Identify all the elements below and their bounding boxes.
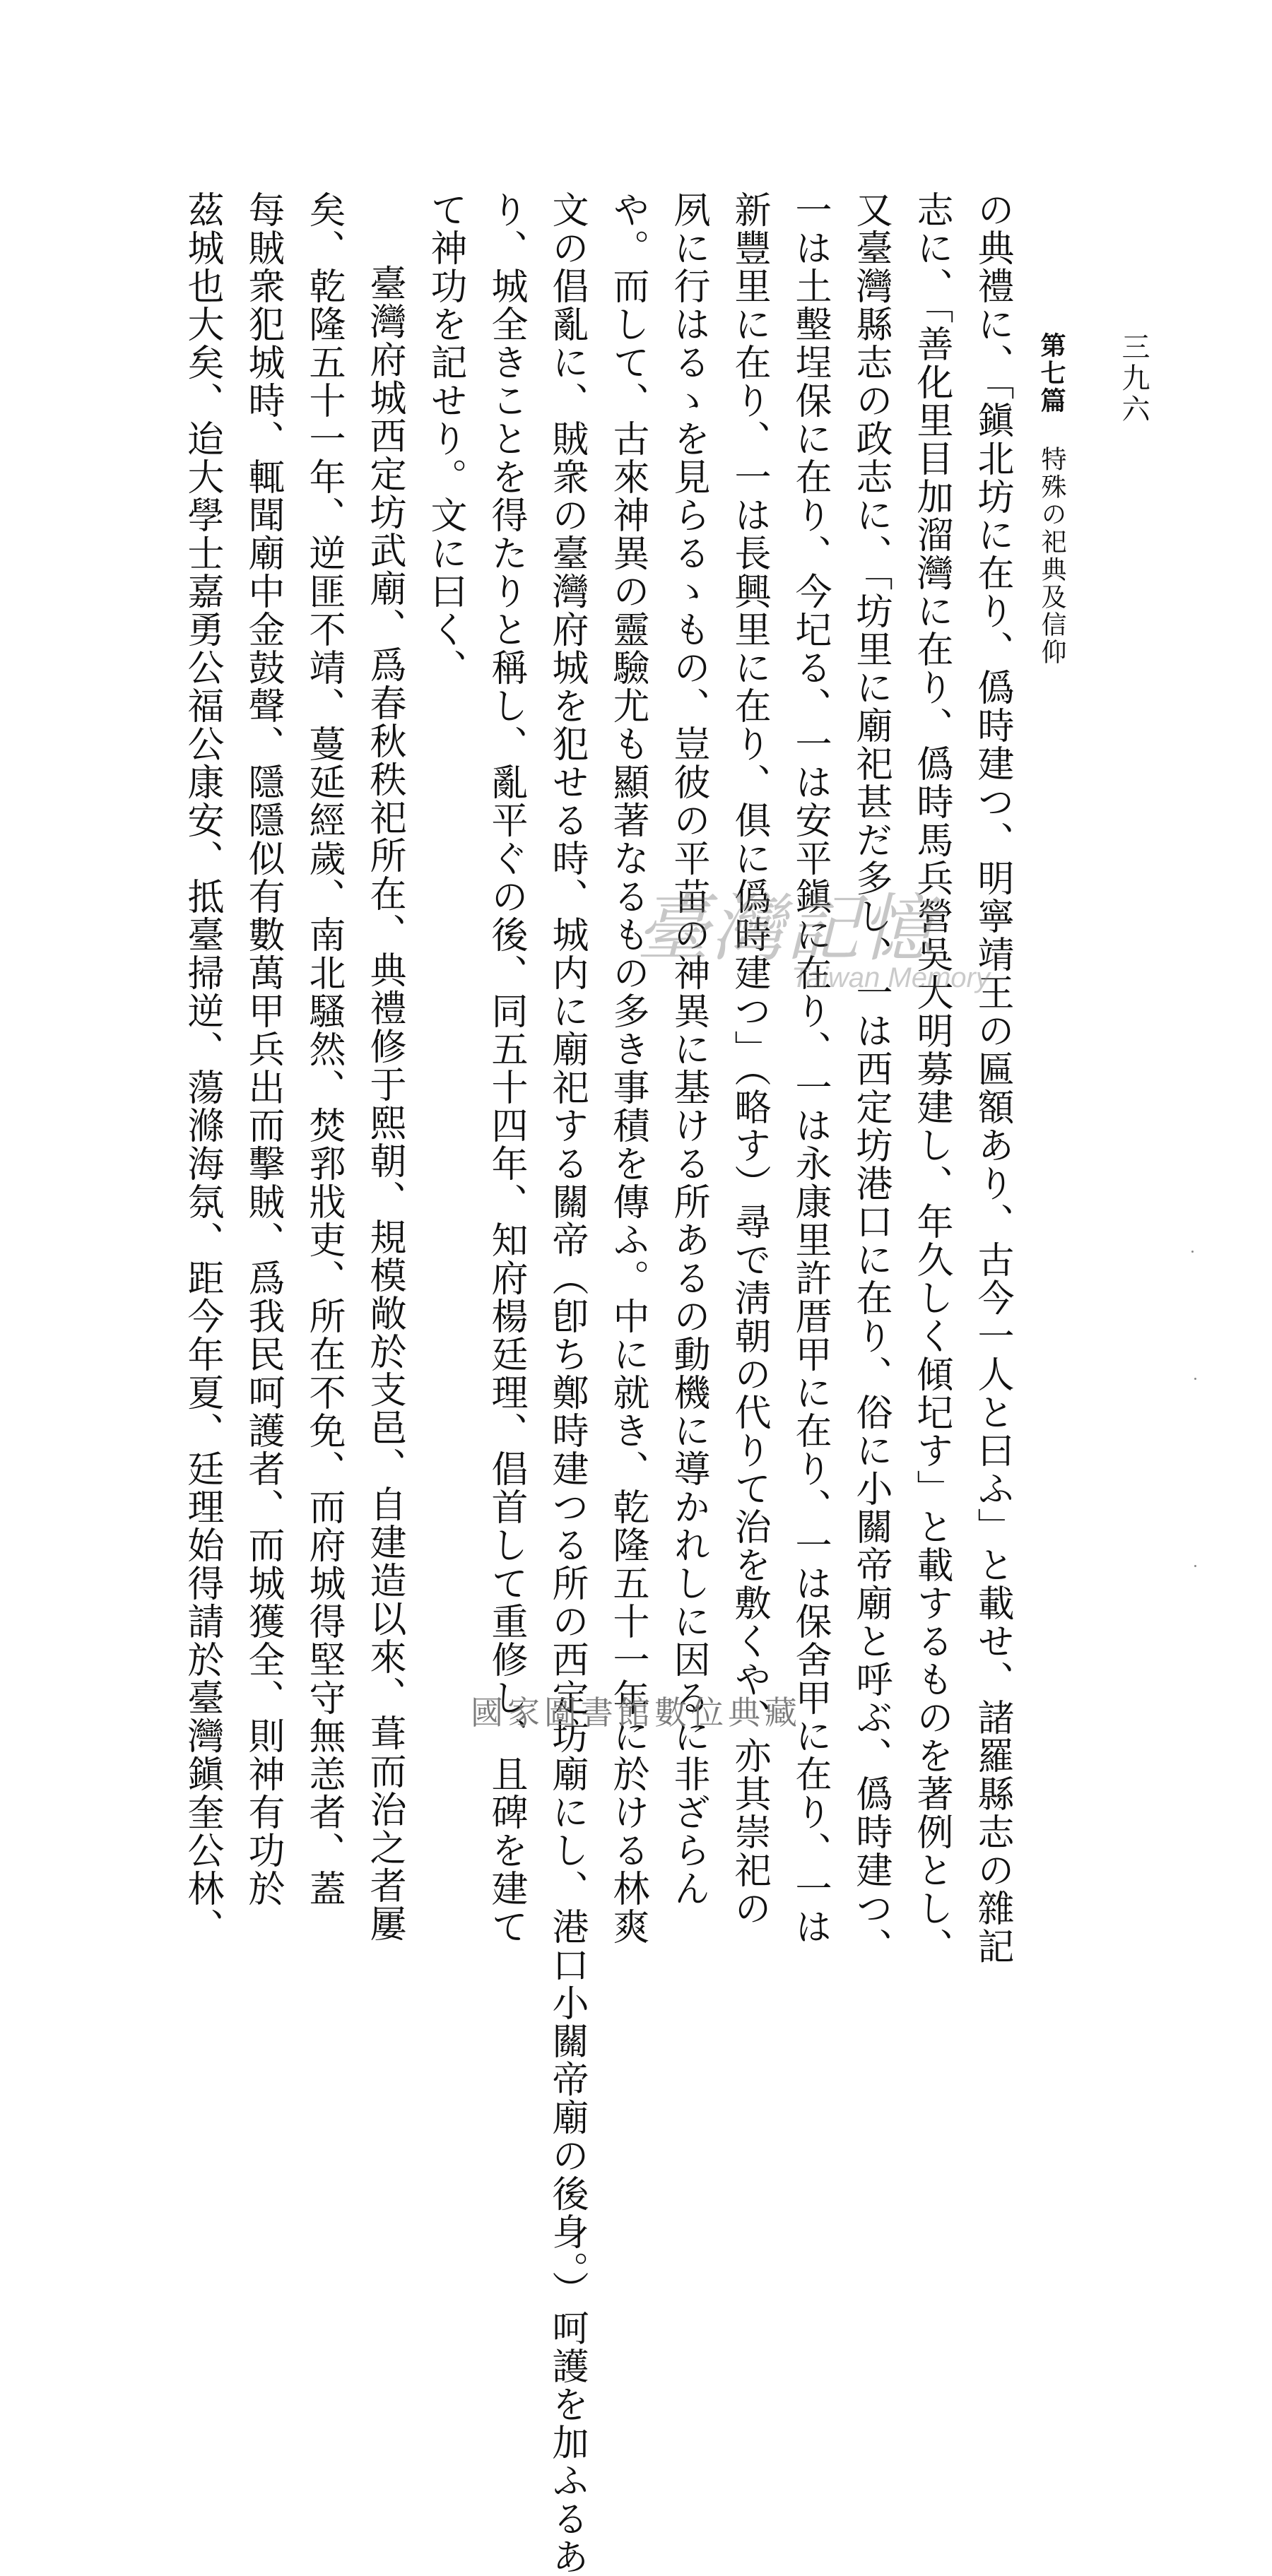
text-column-1: の典禮に、「鎭北坊に在り、僞時建つ、明寧靖王の匾額あり、古今一人と曰ふ」と載せ、諸羅縣志の雜記 — [971, 191, 1013, 1966]
footer-credit: 國家圖書館數位典藏 — [471, 1694, 801, 1732]
text-column-5: 新豐里に在り、一は長興里に在り、俱に僞時建つ」（略す）尋で淸朝の代りて治を敷くや、亦其崇祀の — [728, 191, 770, 1927]
text-column-2: 志に、「善化里目加溜灣に在り、僞時馬兵營吳大明募建し、年久しく傾圮す」と載するものを著例とし、 — [910, 191, 953, 1966]
text-column-9: り、城全きことを得たりと稱し、亂平ぐの後、同五十四年、知府楊廷理、倡首して重修し、且碑を建て — [485, 191, 527, 1946]
text-column-7: や。而して、古來神異の靈驗尤も顯著なるもの多き事積を傳ふ。中に就き、乾隆五十一年に於ける林爽 — [606, 191, 649, 1946]
watermark-english: Taiwan Memory — [791, 962, 990, 993]
chapter-heading — [1039, 332, 1064, 666]
scan-speck — [1194, 1378, 1196, 1380]
text-column-10: て神功を記せり。文に曰く、 — [424, 191, 466, 687]
text-column-6: 夙に行はるゝを見らるゝもの、豈彼の平苗の神異に基ける所あるの動機に導かれしに因るに非ざらん — [667, 191, 709, 1908]
chapter-title: 特殊の祀典及信仰 — [1037, 446, 1066, 666]
quoted-column-4: 茲城也大矣、迨大學士嘉勇公福公康安、抵臺掃逆、蕩滌海氛、距今年夏、廷理始得請於臺灣鎭奎公林、 — [181, 191, 223, 1946]
text-column-8: 文の倡亂に、賊衆の臺灣府城を犯せる時、城内に廟祀する關帝（卽ち鄭時建つる所の西定坊廟にし、港口小關帝廟の後身。）呵護を加ふるあ — [546, 191, 588, 2576]
watermark-chinese: 臺灣記憶 — [636, 885, 936, 971]
quoted-column-3: 每賊衆犯城時、輒聞廟中金鼓聲、隱隱似有數萬甲兵出而擊賊、爲我民呵護者、而城獲全、則神有功於 — [242, 191, 284, 1908]
page-number: 三九六 — [1117, 332, 1150, 425]
quoted-column-1: 臺灣府城西定坊武廟、爲春秋秩祀所在、典禮修于熙朝、規模敞於支邑、自建造以來、葺而治之者屢 — [363, 264, 406, 1943]
scan-speck — [1194, 1565, 1196, 1567]
scan-speck — [1191, 1251, 1194, 1253]
quoted-column-2: 矣、乾隆五十一年、逆匪不靖、蔓延經歲、南北騷然、焚郛戕吏、所在不免、而府城得堅守無恙者、蓋 — [302, 191, 345, 1908]
chapter-number: 第七篇 — [1037, 332, 1066, 415]
text-column-4: 一は土墼埕保に在り、今圮る、一は安平鎭に在り、一は永康里許厝甲に在り、一は保舍甲に在り、一は — [789, 191, 831, 1946]
text-column-3: 又臺灣縣志の政志に、「坊里に廟祀甚だ多し、一は西定坊港口に在り、俗に小關帝廟と呼ぶ、僞時建つ、 — [849, 191, 892, 1966]
